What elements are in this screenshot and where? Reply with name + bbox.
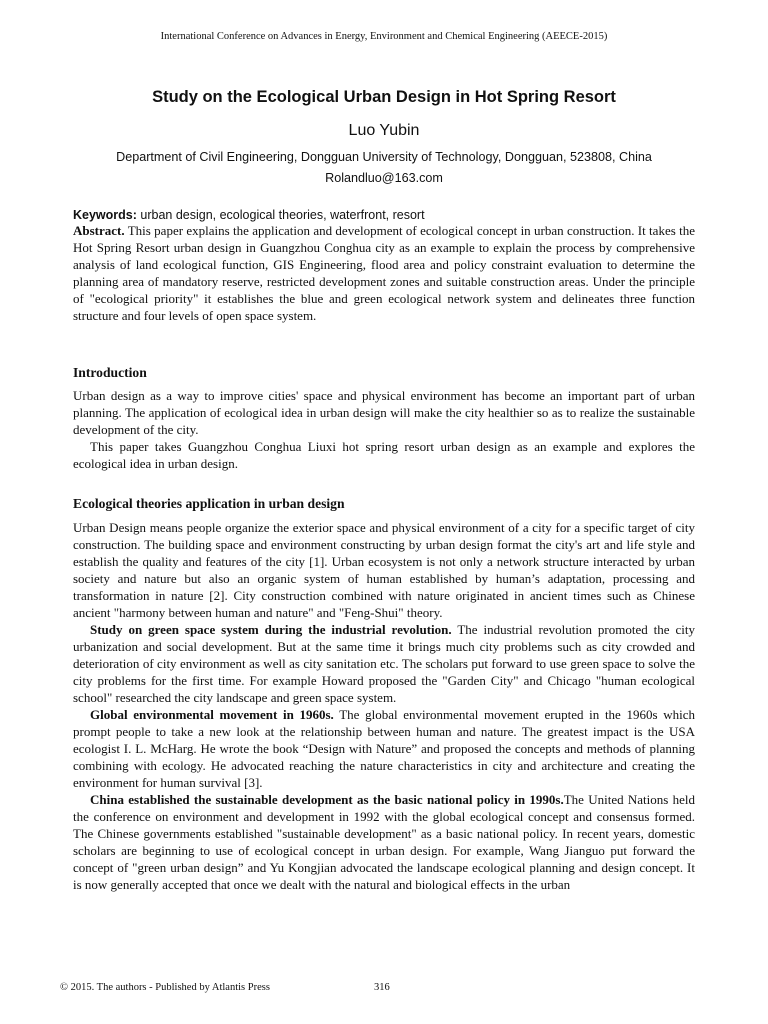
paragraph: Urban design as a way to improve cities' space and physical environment has become an important part of urban planning. The application of ecological idea in urban design will make the city healthier so as to realize the sustainable development of the city.: [73, 388, 695, 437]
page-footer: [60, 981, 460, 995]
run-in-heading: China established the sustainable development as the basic national policy in 1990s.: [90, 792, 564, 807]
author-name: Luo Yubin: [348, 122, 420, 139]
section-heading-introduction: Introduction: [73, 365, 147, 380]
abstract: [73, 222, 695, 324]
keywords-text: urban design, ecological theories, waterfront, resort: [136, 208, 425, 222]
author-affiliation: Department of Civil Engineering, Dongguan University of Technology, Dongguan, 523808, China: [116, 150, 652, 164]
paragraph-text: The industrial revolution promoted the city urbanization and social development. But at the same time it brings much city problems such as city crowded and deterioration of city environment as well as city sanitation etc. The scholars put forward to use green space to solve the city problems for the first time. For example Howard proposed the "Garden City" and Chicago "human ecological school" researched the city landscape and green space system.: [73, 622, 695, 705]
paragraph: [73, 621, 695, 706]
paragraph: Urban Design means people organize the exterior space and physical environment of a city for a specific target of city construction. The building space and environment constructing by urban design format the city's art and life style and establish the quality and features of the city [1]. Urban ecosystem is not only a network structure interacted by urban society and nature but also an organic system of human established by human’s adaptation, processing and transformation in nature [2]. City construction combined with nature originated in ancient times such as Chinese ancient "harmony between human and nature" and "Feng-Shui" theory.: [73, 520, 695, 620]
ecological-theories-body: [73, 519, 695, 893]
abstract-label: Abstract.: [73, 223, 125, 238]
page-number: 316: [374, 982, 390, 993]
paragraph: [73, 791, 695, 893]
conference-header: International Conference on Advances in Energy, Environment and Chemical Engineering (AEECE-2015): [160, 31, 608, 42]
paragraph-text: The global environmental movement erupted in the 1960s which prompt people to take a new look at the relationship between human and nature. The greatest impact is the USA ecologist I. L. McHarg. He wrote the book “Design with Nature” and proposed the concepts and methods of planning combining with ecology. He advocated reaching the nature characteristics in city and architecture and creating the environment for human survival [3].: [73, 707, 695, 790]
section-heading-ecological-theories: Ecological theories application in urban design: [73, 496, 345, 511]
copyright-notice: © 2015. The authors - Published by Atlantis Press: [60, 982, 270, 993]
run-in-heading: Study on green space system during the industrial revolution.: [90, 622, 452, 637]
paper-title: Study on the Ecological Urban Design in Hot Spring Resort: [152, 88, 616, 106]
abstract-text: This paper explains the application and development of ecological concept in urban construction. It takes the Hot Spring Resort urban design in Guangzhou Conghua city as an example to explain the process by comprehensive analysis of land ecological function, GIS Engineering, flood area and policy constraint evaluation to determine the planning area of mandatory reserve, restricted development zones and suitable construction areas. Under the principle of "ecological priority" it establishes the blue and green ecological network system and delineates three function structure and four levels of open space system.: [73, 223, 695, 323]
author-email: Rolandluo@163.com: [325, 171, 443, 185]
run-in-heading: Global environmental movement in 1960s.: [90, 707, 334, 722]
paragraph: This paper takes Guangzhou Conghua Liuxi hot spring resort urban design as an example and explores the ecological idea in urban design.: [73, 439, 695, 471]
paragraph: [73, 706, 695, 791]
paragraph-text: The United Nations held the conference on environment and development in 1992 with the global ecological concept and consensus formed. The Chinese governments established "sustainable development" as a basic national policy. In recent years, domestic scholars are beginning to use of ecological concept in urban design. For example, Wang Jianguo put forward the concept of "green urban design” and Yu Kongjian advocated the landscape ecological planning and design concept. It is now generally accepted that once we dealt with the natural and biological effects in the urban: [73, 792, 695, 892]
introduction-body: [73, 387, 695, 472]
keywords-label: Keywords:: [73, 208, 137, 222]
